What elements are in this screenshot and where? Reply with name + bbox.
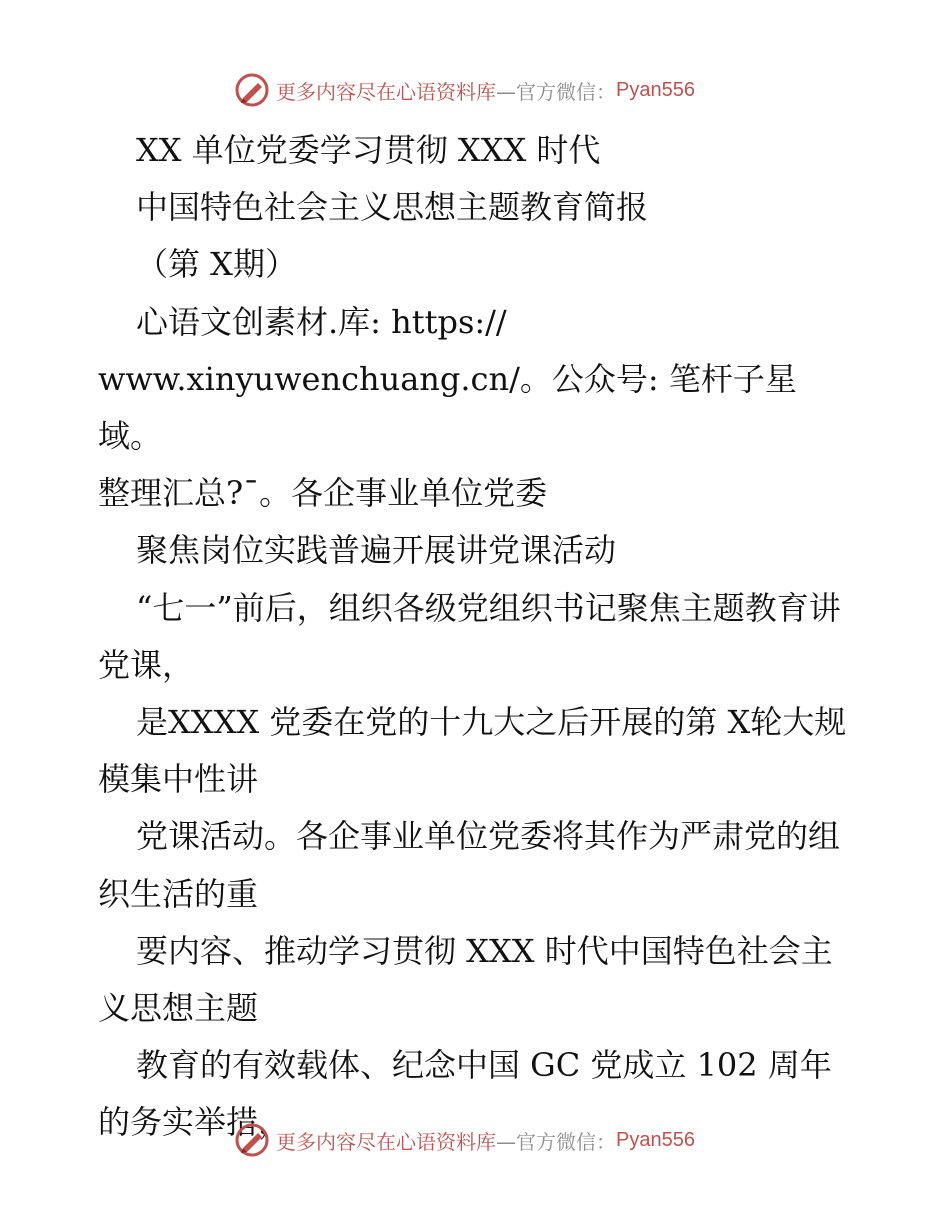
source-line-2: www.xinyuwenchuang.cn/。公众号: 笔杆子星域。 <box>98 359 797 456</box>
paragraph-1: “七一”前后，组织各级党组织书记聚焦主题教育讲党课， <box>98 588 841 684</box>
source-line-3: 整理汇总?¯。各企事业单位党委 <box>98 474 548 513</box>
banner-text: 更多内容尽在心语资料库 <box>276 79 496 104</box>
source-line-1: 心语文创素材.库: https:// <box>136 302 507 341</box>
footer-banner <box>234 1120 695 1160</box>
document-body <box>98 122 858 1152</box>
wechat-id: Pyan556 <box>616 1128 695 1151</box>
header-banner <box>234 70 695 110</box>
title-line-1: XX 单位党委学习贯彻 XXX 时代 <box>136 131 601 169</box>
wechat-id: Pyan556 <box>616 78 695 101</box>
paragraph-2: 是XXXX 党委在党的十九大之后开展的第 X轮大规模集中性讲 <box>98 703 847 799</box>
paragraph-3: 党课活动。各企事业单位党委将其作为严肃党的组织生活的重 <box>98 817 841 913</box>
pen-logo-icon <box>234 72 270 108</box>
banner-separator: —官方微信： <box>496 1129 616 1154</box>
pen-logo-icon <box>234 1122 270 1158</box>
banner-text: 更多内容尽在心语资料库 <box>276 1129 496 1154</box>
section-heading: 聚焦岗位实践普遍开展讲党课活动 <box>136 531 617 570</box>
title-line-2: 中国特色社会主义思想主题教育简报 <box>136 188 649 227</box>
paragraph-5: 教育的有效载体、纪念中国 GC 党成立 102 周年的务实举措， <box>98 1046 832 1142</box>
paragraph-4: 要内容、推动学习贯彻 XXX 时代中国特色社会主义思想主题 <box>98 931 833 1028</box>
banner-separator: —官方微信： <box>496 79 616 104</box>
issue-number: （第 X期） <box>136 245 297 284</box>
